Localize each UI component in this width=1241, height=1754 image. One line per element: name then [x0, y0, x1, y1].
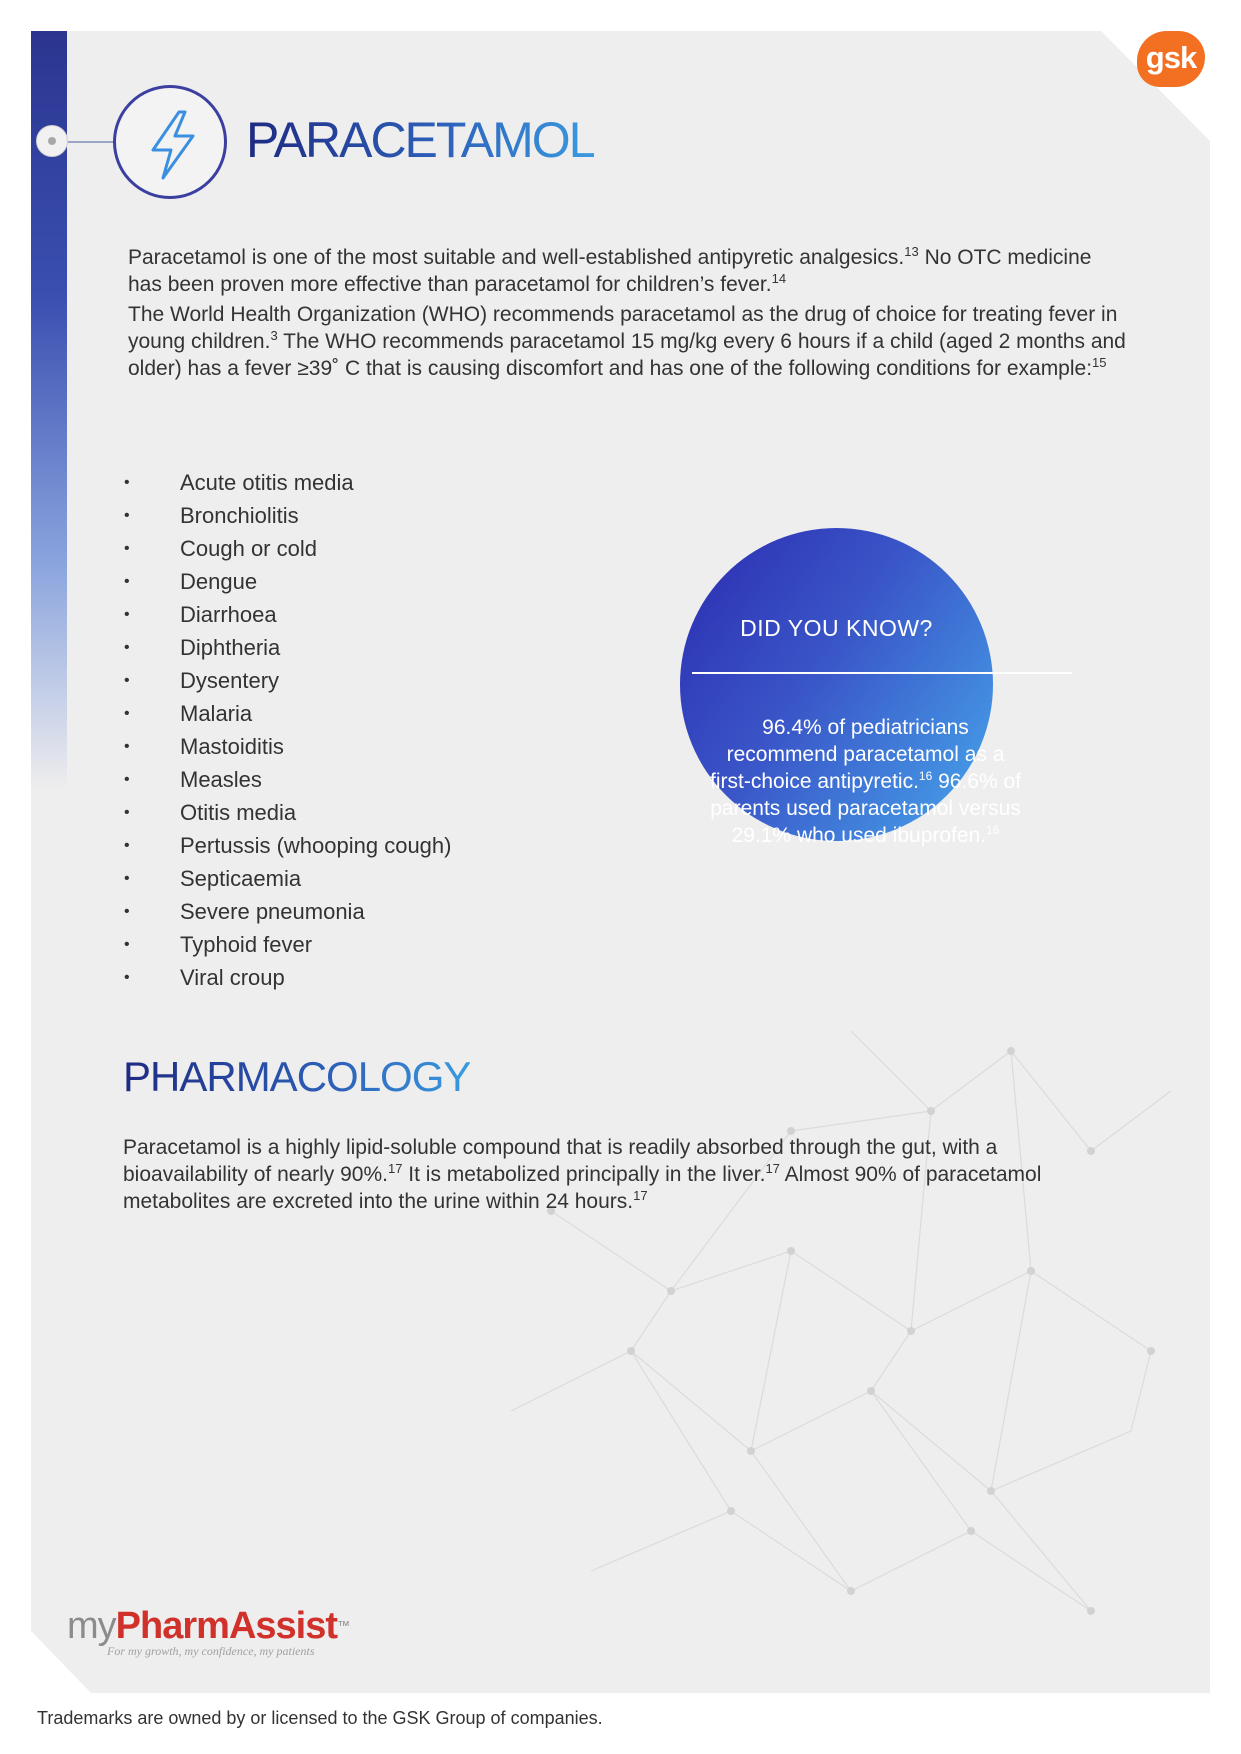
dyk-sentence-2: 96.6% of parents used paracetamol versus 29.1% who used ibuprofen. [710, 770, 1021, 847]
list-item: • Pertussis (whooping cough) [124, 829, 451, 862]
citation-ref: 17 [765, 1161, 780, 1176]
list-item: • Measles [124, 763, 451, 796]
page-title: PARACETAMOL [246, 112, 595, 168]
intro-p1-sentence-1: Paracetamol is one of the most suitable and well-established antipyretic analgesics. [128, 246, 905, 269]
intro-text [128, 244, 1128, 382]
trademark-footer: Trademarks are owned by or licensed to the GSK Group of companies. [37, 1708, 603, 1728]
mypharmassist-wordmark [67, 1604, 349, 1648]
list-item: • Diarrhoea [124, 598, 451, 631]
list-item: • Bronchiolitis [124, 499, 451, 532]
list-item: • Mastoiditis [124, 730, 451, 763]
citation-ref: 16 [918, 769, 933, 783]
list-item: • Severe pneumonia [124, 895, 451, 928]
logo-part-my: my [67, 1605, 116, 1647]
did-you-know-body [710, 714, 1021, 849]
citation-ref: 13 [904, 244, 919, 259]
citation-ref: 14 [771, 271, 787, 286]
list-item: • Diphtheria [124, 631, 451, 664]
intro-p2-sentence-2: The WHO recommends paracetamol 15 mg/kg every 6 hours if a child (aged 2 months and older) has a fever ≥39˚ C that is causing discomfort and has one of the following conditions for example: [128, 330, 1126, 380]
did-you-know-divider [692, 672, 1072, 674]
intro-p1-sentence-2: No OTC medicine has been proven more effective than paracetamol for children’s fever. [128, 246, 1092, 296]
gsk-logo: gsk [1137, 31, 1205, 87]
list-item: • Malaria [124, 697, 451, 730]
connector-line [68, 141, 118, 143]
lightning-bolt-icon [141, 110, 205, 180]
list-item: • Acute otitis media [124, 466, 451, 499]
list-item: • Otitis media [124, 796, 451, 829]
logo-trademark: ™ [337, 1618, 349, 1633]
pharma-sentence-2: It is metabolized principally in the liver. [402, 1163, 766, 1186]
pharma-sentence-3: Almost 90% of paracetamol metabolites are excreted into the urine within 24 hours. [123, 1163, 1042, 1213]
logo-part-pharm: Pharm [115, 1605, 229, 1647]
pharmacology-text [123, 1134, 1123, 1215]
logo-part-assist: Assist [228, 1605, 337, 1647]
citation-ref: 15 [1092, 355, 1107, 370]
list-item: • Viral croup [124, 961, 451, 994]
pharma-sentence-1: Paracetamol is a highly lipid-soluble compound that is readily absorbed through the gut, with a bioavailability of nearly 90%. [123, 1136, 998, 1186]
conditions-list [124, 466, 451, 994]
list-item: • Septicaemia [124, 862, 451, 895]
did-you-know-callout [680, 528, 1021, 847]
list-item: • Typhoid fever [124, 928, 451, 961]
mypharmassist-logo [67, 1604, 349, 1659]
dyk-sentence-1: 96.4% of pediatricians recommend paracetamol as a first-choice antipyretic. [710, 716, 1005, 793]
connector-dot [36, 125, 68, 157]
list-item: • Cough or cold [124, 532, 451, 565]
intro-paragraph-1 [128, 244, 1128, 298]
pharmacology-heading: PHARMACOLOGY [123, 1053, 471, 1100]
mypharmassist-tagline: For my growth, my confidence, my patients [107, 1644, 315, 1658]
citation-ref: 17 [387, 1161, 403, 1176]
intro-paragraph-2 [128, 301, 1128, 382]
did-you-know-title: DID YOU KNOW? [740, 615, 933, 641]
intro-p2-sentence-1: The World Health Organization (WHO) recommends paracetamol as the drug of choice for treating fever in young children. [128, 303, 1118, 353]
citation-ref: 16 [986, 823, 1000, 837]
citation-ref: 17 [633, 1188, 648, 1203]
header-icon-badge [113, 85, 227, 199]
list-item: • Dengue [124, 565, 451, 598]
list-item: • Dysentery [124, 664, 451, 697]
citation-ref: 3 [270, 328, 278, 343]
